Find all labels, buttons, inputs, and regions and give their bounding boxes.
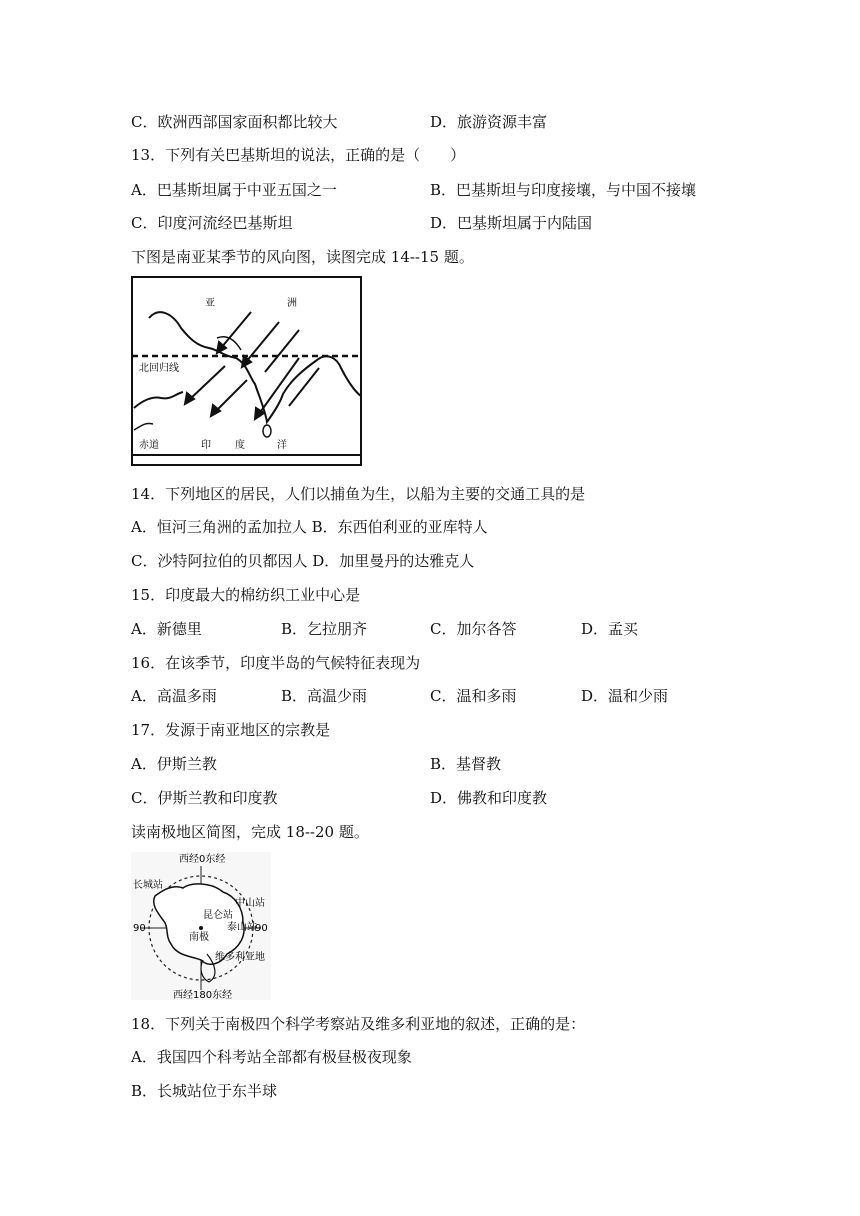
map2-label-zhongshan: 中山站: [235, 898, 265, 909]
south-asia-wind-map: [131, 276, 362, 466]
q16-option-d: D．温和少雨: [581, 687, 669, 705]
q16-option-c: C．温和多雨: [430, 687, 517, 705]
map1-label-asia-1: 亚: [205, 298, 215, 309]
q17-option-b: B．基督教: [430, 755, 502, 773]
intro-14-15: 下图是南亚某季节的风向图，读图完成 14--15 题。: [131, 248, 474, 266]
q15-stem: 15．印度最大的棉纺织工业中心是: [131, 586, 361, 604]
map1-label-tropic: 北回归线: [139, 363, 179, 374]
q14-stem: 14．下列地区的居民，人们以捕鱼为生，以船为主要的交通工具的是: [131, 485, 586, 503]
q15-option-d: D．孟买: [581, 620, 639, 638]
map1-label-ocean-3: 洋: [277, 440, 287, 451]
q17-option-d: D．佛教和印度教: [430, 789, 548, 807]
q12-option-d: D．旅游资源丰富: [430, 113, 548, 131]
q13-option-a: A．巴基斯坦属于中亚五国之一: [131, 181, 337, 199]
map2-label-top: 西经0东经: [179, 854, 226, 865]
q16-option-b: B．高温少雨: [281, 687, 368, 705]
q17-stem: 17．发源于南亚地区的宗教是: [131, 721, 331, 739]
map1-label-equator: 赤道: [139, 440, 159, 451]
map2-label-changcheng: 长城站: [133, 880, 163, 891]
map1-label-ocean-1: 印: [201, 440, 211, 451]
q13-option-c: C．印度河流经巴基斯坦: [131, 214, 293, 232]
map1-label-ocean-2: 度: [235, 440, 245, 451]
map2-label-kunlun: 昆仑站: [203, 910, 233, 921]
q13-option-b: B．巴基斯坦与印度接壤，与中国不接壤: [430, 181, 697, 199]
map2-label-victoria: 维多利亚地: [215, 952, 265, 963]
map2-label-pole: 南极: [189, 932, 209, 943]
map2-label-taishan: 泰山站: [227, 922, 257, 933]
q15-option-c: C．加尔各答: [430, 620, 517, 638]
map2-label-right-90: 90: [255, 923, 268, 934]
q13-option-d: D．巴基斯坦属于内陆国: [430, 214, 593, 232]
map2-label-bottom: 西经180东经: [173, 990, 233, 1000]
q16-option-a: A．高温多雨: [131, 687, 217, 705]
map2-label-left-90: 90: [133, 923, 146, 934]
q14-options-line-1: A．恒河三角洲的孟加拉人 B．东西伯利亚的亚库特人: [131, 518, 488, 536]
q17-option-a: A．伊斯兰教: [131, 755, 217, 773]
q15-option-b: B．乞拉朋齐: [281, 620, 368, 638]
antarctica-map: [131, 852, 271, 1000]
q17-option-c: C．伊斯兰教和印度教: [131, 789, 278, 807]
q15-option-a: A．新德里: [131, 620, 202, 638]
q12-option-c: C．欧洲西部国家面积都比较大: [131, 113, 338, 131]
q13-stem: 13．下列有关巴基斯坦的说法，正确的是（ ）: [131, 146, 466, 164]
q18-option-a: A．我国四个科考站全部都有极昼极夜现象: [131, 1048, 412, 1066]
q18-option-b: B．长城站位于东半球: [131, 1082, 278, 1100]
q14-options-line-2: C．沙特阿拉伯的贝都因人 D．加里曼丹的达雅克人: [131, 552, 475, 570]
q16-stem: 16．在该季节，印度半岛的气候特征表现为: [131, 654, 421, 672]
q18-stem: 18．下列关于南极四个科学考察站及维多利亚地的叙述，正确的是：: [131, 1015, 586, 1033]
intro-18-20: 读南极地区简图，完成 18--20 题。: [131, 823, 369, 841]
map1-label-asia-2: 洲: [287, 298, 297, 309]
